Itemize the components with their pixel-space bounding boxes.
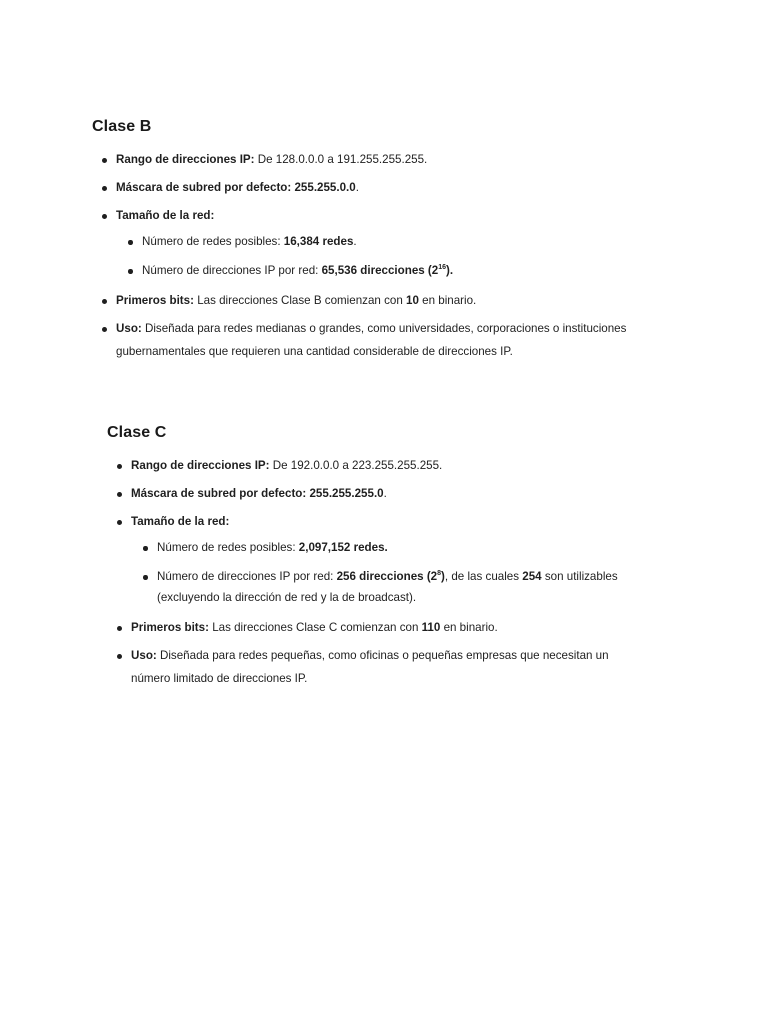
list-item-rango: [92, 148, 652, 171]
section-clase-b: [92, 118, 652, 368]
label-uso: Uso:: [116, 322, 142, 335]
exponent: 8: [437, 570, 442, 577]
text-punctuation: ).: [446, 264, 454, 277]
label-mascara: Máscara de subred por defecto:: [116, 181, 292, 194]
label-rango: Rango de direcciones IP:: [116, 153, 255, 166]
value-redes: 2,097,152 redes.: [298, 541, 388, 554]
value-bits: 10: [406, 294, 419, 307]
sub-item-redes: [116, 231, 652, 252]
label-rango: Rango de direcciones IP:: [131, 459, 270, 472]
sub-list: [131, 537, 647, 608]
section-title: Clase C: [107, 424, 167, 441]
text-bits: Las direcciones Clase C comienzan con: [208, 621, 422, 634]
sub-item-redes: [131, 537, 647, 558]
text-bits-end: en binario.: [440, 621, 498, 634]
section-title: Clase B: [92, 118, 152, 135]
label-mascara: Máscara de subred por defecto:: [131, 487, 307, 500]
text-direcciones: Número de direcciones IP por red:: [142, 264, 322, 277]
list-item-bits: [107, 616, 647, 639]
label-bits: Primeros bits:: [131, 621, 209, 634]
value-bits: 110: [421, 621, 441, 634]
property-list: [107, 454, 647, 690]
label-tamano: Tamaño de la red:: [131, 515, 230, 528]
text-direcciones: Número de direcciones IP por red:: [157, 570, 337, 583]
list-item-tamano: [107, 510, 647, 608]
label-uso: Uso:: [131, 649, 157, 662]
text-direcciones-note: son utilizables (excluyendo la dirección de red y la de broadcast).: [157, 570, 618, 604]
value-mascara: 255.255.0.0: [291, 181, 356, 194]
text-punctuation: .: [353, 235, 357, 248]
text-punctuation: .: [355, 181, 359, 194]
text-uso: Diseñada para redes medianas o grandes, como universidades, corporaciones o instituciones gubernamentales que requieren una cantidad considerable de direcciones IP.: [116, 322, 627, 358]
value-rango: De 192.0.0.0 a 223.255.255.255.: [269, 459, 443, 472]
text-uso: Diseñada para redes pequeñas, como oficinas o pequeñas empresas que necesitan un número limitado de direcciones IP.: [131, 649, 609, 685]
list-item-rango: [107, 454, 647, 477]
property-list: [92, 148, 652, 363]
text-bits: Las direcciones Clase B comienzan con: [193, 294, 406, 307]
label-bits: Primeros bits:: [116, 294, 194, 307]
list-item-uso: [92, 317, 652, 363]
text-direcciones-tail: , de las cuales: [444, 570, 523, 583]
text-bits-end: en binario.: [418, 294, 477, 307]
text-punctuation: .: [383, 487, 387, 500]
text-punctuation: ): [441, 570, 445, 583]
list-item-uso: [107, 644, 647, 690]
value-direcciones: 256 direcciones (2: [336, 570, 438, 583]
list-item-mascara: [107, 482, 647, 505]
list-item-mascara: [92, 176, 652, 199]
label-tamano: Tamaño de la red:: [116, 209, 215, 222]
section-clase-c: [107, 424, 647, 695]
text-redes: Número de redes posibles:: [157, 541, 299, 554]
text-redes: Número de redes posibles:: [142, 235, 284, 248]
sub-list: [116, 231, 652, 281]
sub-item-direcciones: [131, 566, 647, 608]
exponent: 16: [438, 264, 447, 271]
list-item-bits: [92, 289, 652, 312]
value-utilizables: 254: [522, 570, 542, 583]
value-direcciones: 65,536 direcciones (2: [321, 264, 439, 277]
sub-item-direcciones: [116, 260, 652, 281]
value-mascara: 255.255.255.0: [306, 487, 384, 500]
value-rango: De 128.0.0.0 a 191.255.255.255.: [254, 153, 428, 166]
list-item-tamano: [92, 204, 652, 281]
value-redes: 16,384 redes: [283, 235, 354, 248]
